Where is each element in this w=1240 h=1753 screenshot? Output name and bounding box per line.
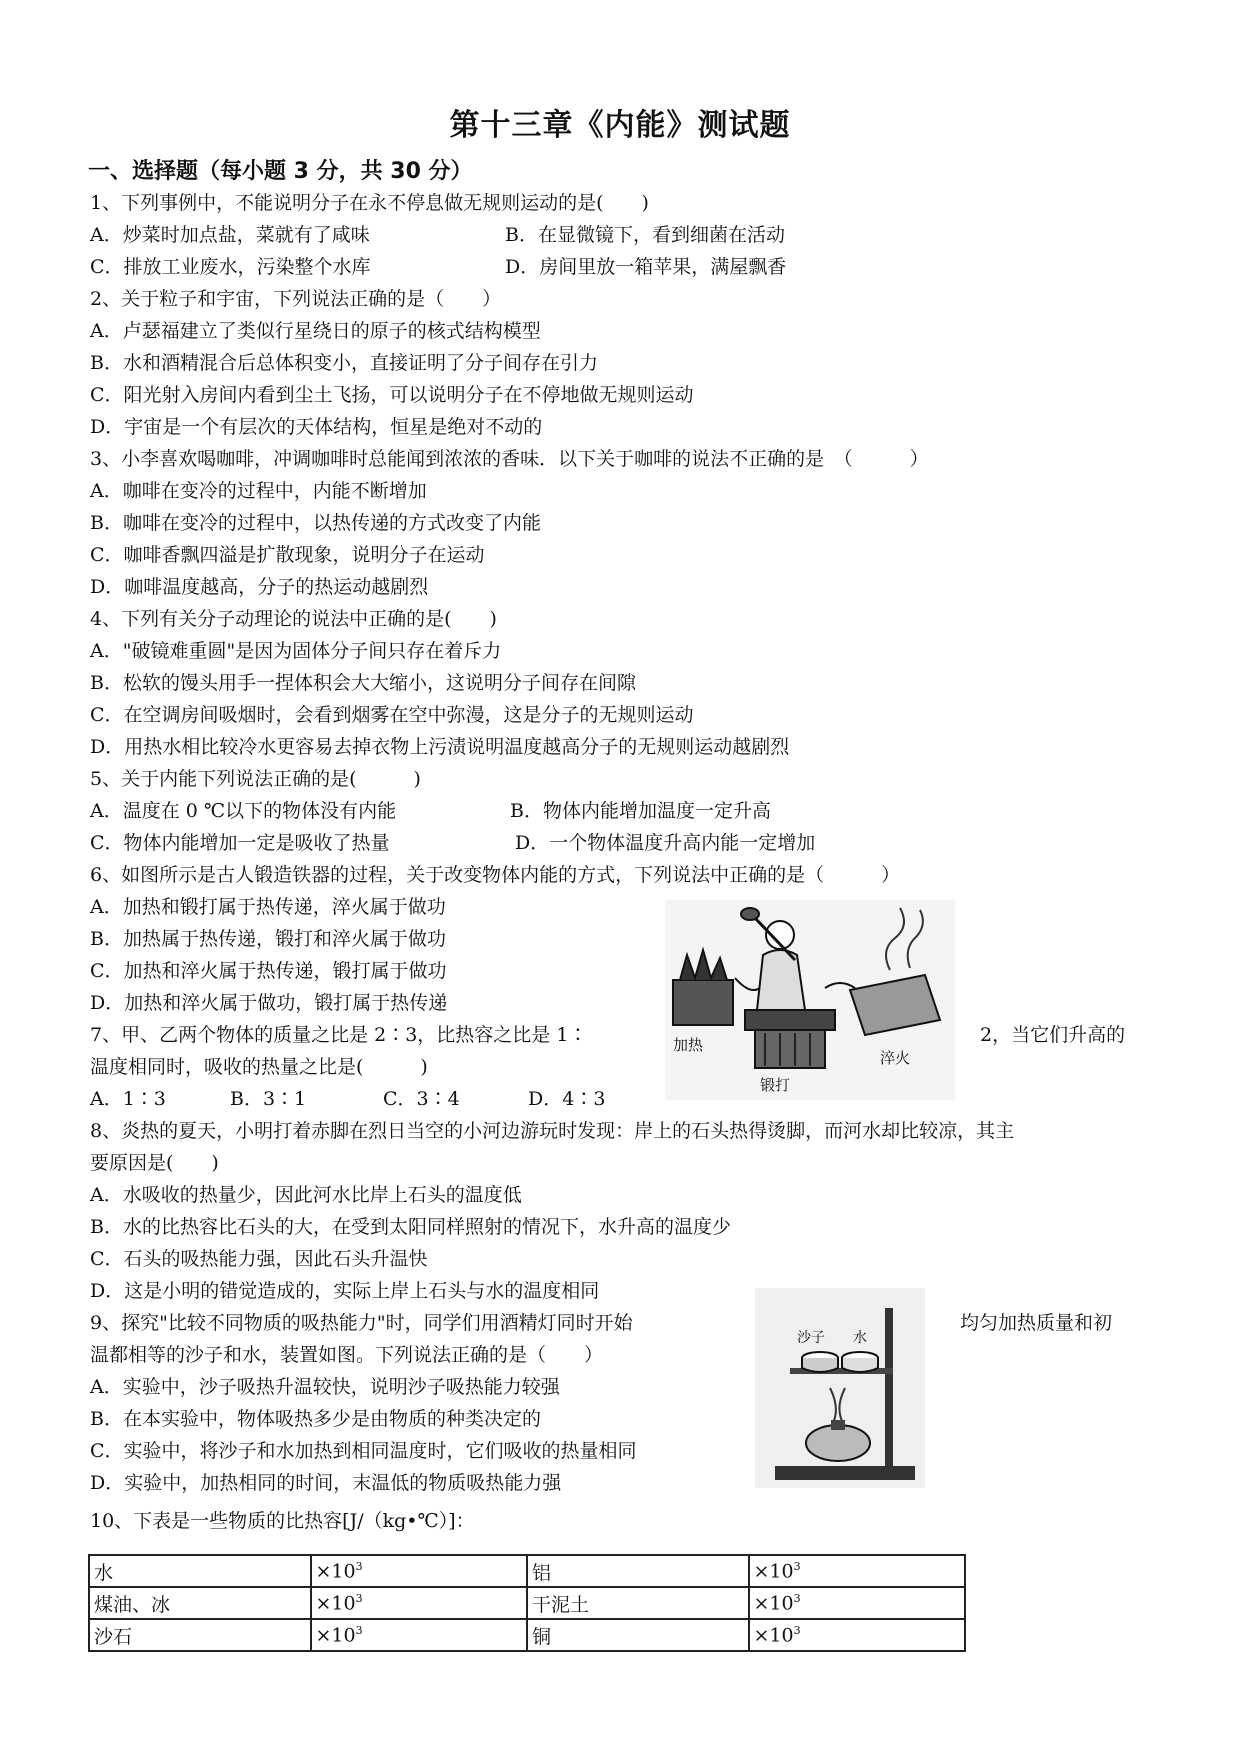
- question-4: 4、下列有关分子动理论的说法中正确的是( ): [90, 608, 497, 630]
- q2-option-a: A．卢瑟福建立了类似行星绕日的原子的核式结构模型: [90, 320, 541, 342]
- question-1: 1、下列事例中，不能说明分子在永不停息做无规则运动的是( ): [90, 192, 649, 214]
- figure-label-quench: 淬火: [880, 1049, 911, 1067]
- q9-option-c: C．实验中，将沙子和水加热到相同温度时，它们吸收的热量相同: [90, 1440, 637, 1462]
- figure-label-forge: 锻打: [760, 1076, 791, 1094]
- q5-option-a: A．温度在 0 ℃以下的物体没有内能: [90, 800, 397, 822]
- anvil: [745, 1010, 835, 1068]
- q7-option-d: D．4∶3: [528, 1088, 606, 1110]
- table-row: [89, 1619, 965, 1651]
- question-9-continued: 均匀加热质量和初: [960, 1312, 1113, 1334]
- q1-option-b: B．在显微镜下，看到细菌在活动: [505, 224, 785, 246]
- question-5: 5、关于内能下列说法正确的是( ): [90, 768, 421, 790]
- question-2: 2、关于粒子和宇宙，下列说法正确的是（ ）: [90, 288, 502, 310]
- table-cell: 铜: [527, 1619, 749, 1651]
- table-cell: $\times 10^3$: [749, 1619, 966, 1651]
- table-cell: $\times 10^3$: [311, 1587, 527, 1619]
- q5-option-b: B．物体内能增加温度一定升高: [510, 800, 771, 822]
- figure-label-heat: 加热: [673, 1036, 704, 1054]
- q3-option-b: B．咖啡在变冷的过程中，以热传递的方式改变了内能: [90, 512, 541, 534]
- q9-option-a: A．实验中，沙子吸热升温较快，说明沙子吸热能力较强: [90, 1376, 560, 1398]
- q2-option-b: B．水和酒精混合后总体积变小，直接证明了分子间存在引力: [90, 352, 598, 374]
- q2-option-d: D．宇宙是一个有层次的天体结构，恒星是绝对不动的: [90, 416, 543, 438]
- question-7-continued: 2，当它们升高的: [980, 1024, 1126, 1046]
- q7-option-b: B．3∶1: [230, 1088, 307, 1110]
- q9-option-b: B．在本实验中，物体吸热多少是由物质的种类决定的: [90, 1408, 541, 1430]
- q8-option-b: B．水的比热容比石头的大，在受到太阳同样照射的情况下，水升高的温度少: [90, 1216, 731, 1238]
- table-cell: $\times 10^3$: [311, 1555, 527, 1587]
- question-10: 10、下表是一些物质的比热容[J/（kg•℃）]：: [90, 1510, 475, 1532]
- question-9-line2: 温都相等的沙子和水，装置如图。下列说法正确的是（ ）: [90, 1344, 604, 1366]
- table-cell: 沙石: [89, 1619, 311, 1651]
- table-cell: 煤油、冰: [89, 1587, 311, 1619]
- table-cell: 铝: [527, 1555, 749, 1587]
- q8-option-a: A．水吸收的热量少，因此河水比岸上石头的温度低: [90, 1184, 522, 1206]
- q8-option-c: C．石头的吸热能力强，因此石头升温快: [90, 1248, 428, 1270]
- forging-illustration: [665, 900, 955, 1100]
- sand-beaker: [802, 1352, 838, 1372]
- q5-option-d: D．一个物体温度升高内能一定增加: [515, 832, 816, 854]
- q9-option-d: D．实验中，加热相同的时间，末温低的物质吸热能力强: [90, 1472, 562, 1494]
- q7-option-a: A．1∶3: [90, 1088, 166, 1110]
- q2-option-c: C．阳光射入房间内看到尘土飞扬，可以说明分子在不停地做无规则运动: [90, 384, 694, 406]
- heating-apparatus-illustration: [755, 1288, 925, 1488]
- q3-option-c: C．咖啡香飘四溢是扩散现象，说明分子在运动: [90, 544, 485, 566]
- q7-option-c: C．3∶4: [383, 1088, 460, 1110]
- question-7: 7、甲、乙两个物体的质量之比是 2∶3，比热容之比是 1∶: [90, 1024, 588, 1046]
- q6-option-c: C．加热和淬火属于热传递，锻打属于做功: [90, 960, 447, 982]
- table-cell: 干泥土: [527, 1587, 749, 1619]
- table-cell: $\times 10^3$: [311, 1619, 527, 1651]
- question-9: 9、探究"比较不同物质的吸热能力"时，同学们用酒精灯同时开始: [90, 1312, 633, 1334]
- page-title: 第十三章《内能》测试题: [449, 108, 791, 143]
- specific-heat-table: [88, 1554, 966, 1652]
- table-cell: $\times 10^3$: [749, 1555, 966, 1587]
- q6-option-d: D．加热和淬火属于做功，锻打属于热传递: [90, 992, 448, 1014]
- q6-option-b: B．加热属于热传递，锻打和淬火属于做功: [90, 928, 446, 950]
- water-beaker: [842, 1352, 878, 1372]
- q4-option-d: D．用热水相比较冷水更容易去掉衣物上污渍说明温度越高分子的无规则运动越剧烈: [90, 736, 790, 758]
- table-cell: 水: [89, 1555, 311, 1587]
- q4-option-b: B．松软的馒头用手一捏体积会大大缩小，这说明分子间存在间隙: [90, 672, 636, 694]
- q1-option-a: A．炒菜时加点盐，菜就有了咸味: [90, 224, 370, 246]
- figure-label-sand: 沙子: [797, 1330, 825, 1346]
- q4-option-c: C．在空调房间吸烟时，会看到烟雾在空中弥漫，这是分子的无规则运动: [90, 704, 694, 726]
- q1-option-d: D．房间里放一箱苹果，满屋飘香: [505, 256, 787, 278]
- section-heading: 一、选择题（每小题 3 分，共 30 分）: [88, 159, 473, 184]
- q4-option-a: A．"破镜难重圆"是因为固体分子间只存在着斥力: [90, 640, 502, 662]
- question-7-line2: 温度相同时，吸收的热量之比是( ): [90, 1056, 428, 1078]
- table-row: [89, 1587, 965, 1619]
- q3-option-a: A．咖啡在变冷的过程中，内能不断增加: [90, 480, 427, 502]
- q6-option-a: A．加热和锻打属于热传递，淬火属于做功: [90, 896, 446, 918]
- q1-option-c: C．排放工业废水，污染整个水库: [90, 256, 371, 278]
- question-3: 3、小李喜欢喝咖啡，冲调咖啡时总能闻到浓浓的香味．以下关于咖啡的说法不正确的是 （ ）: [90, 448, 929, 470]
- question-8: 8、炎热的夏天，小明打着赤脚在烈日当空的小河边游玩时发现：岸上的石头热得烫脚，而河水却比较凉，其主: [90, 1120, 1015, 1142]
- question-8-line2: 要原因是( ): [90, 1152, 219, 1174]
- q3-option-d: D．咖啡温度越高，分子的热运动越剧烈: [90, 576, 429, 598]
- question-6: 6、如图所示是古人锻造铁器的过程，关于改变物体内能的方式，下列说法中正确的是（ ）: [90, 864, 901, 886]
- q8-option-d: D．这是小明的错觉造成的，实际上岸上石头与水的温度相同: [90, 1280, 600, 1302]
- q5-option-c: C．物体内能增加一定是吸收了热量: [90, 832, 390, 854]
- figure-label-water: 水: [853, 1330, 867, 1346]
- table-row: [89, 1555, 965, 1587]
- table-cell: $\times 10^3$: [749, 1587, 966, 1619]
